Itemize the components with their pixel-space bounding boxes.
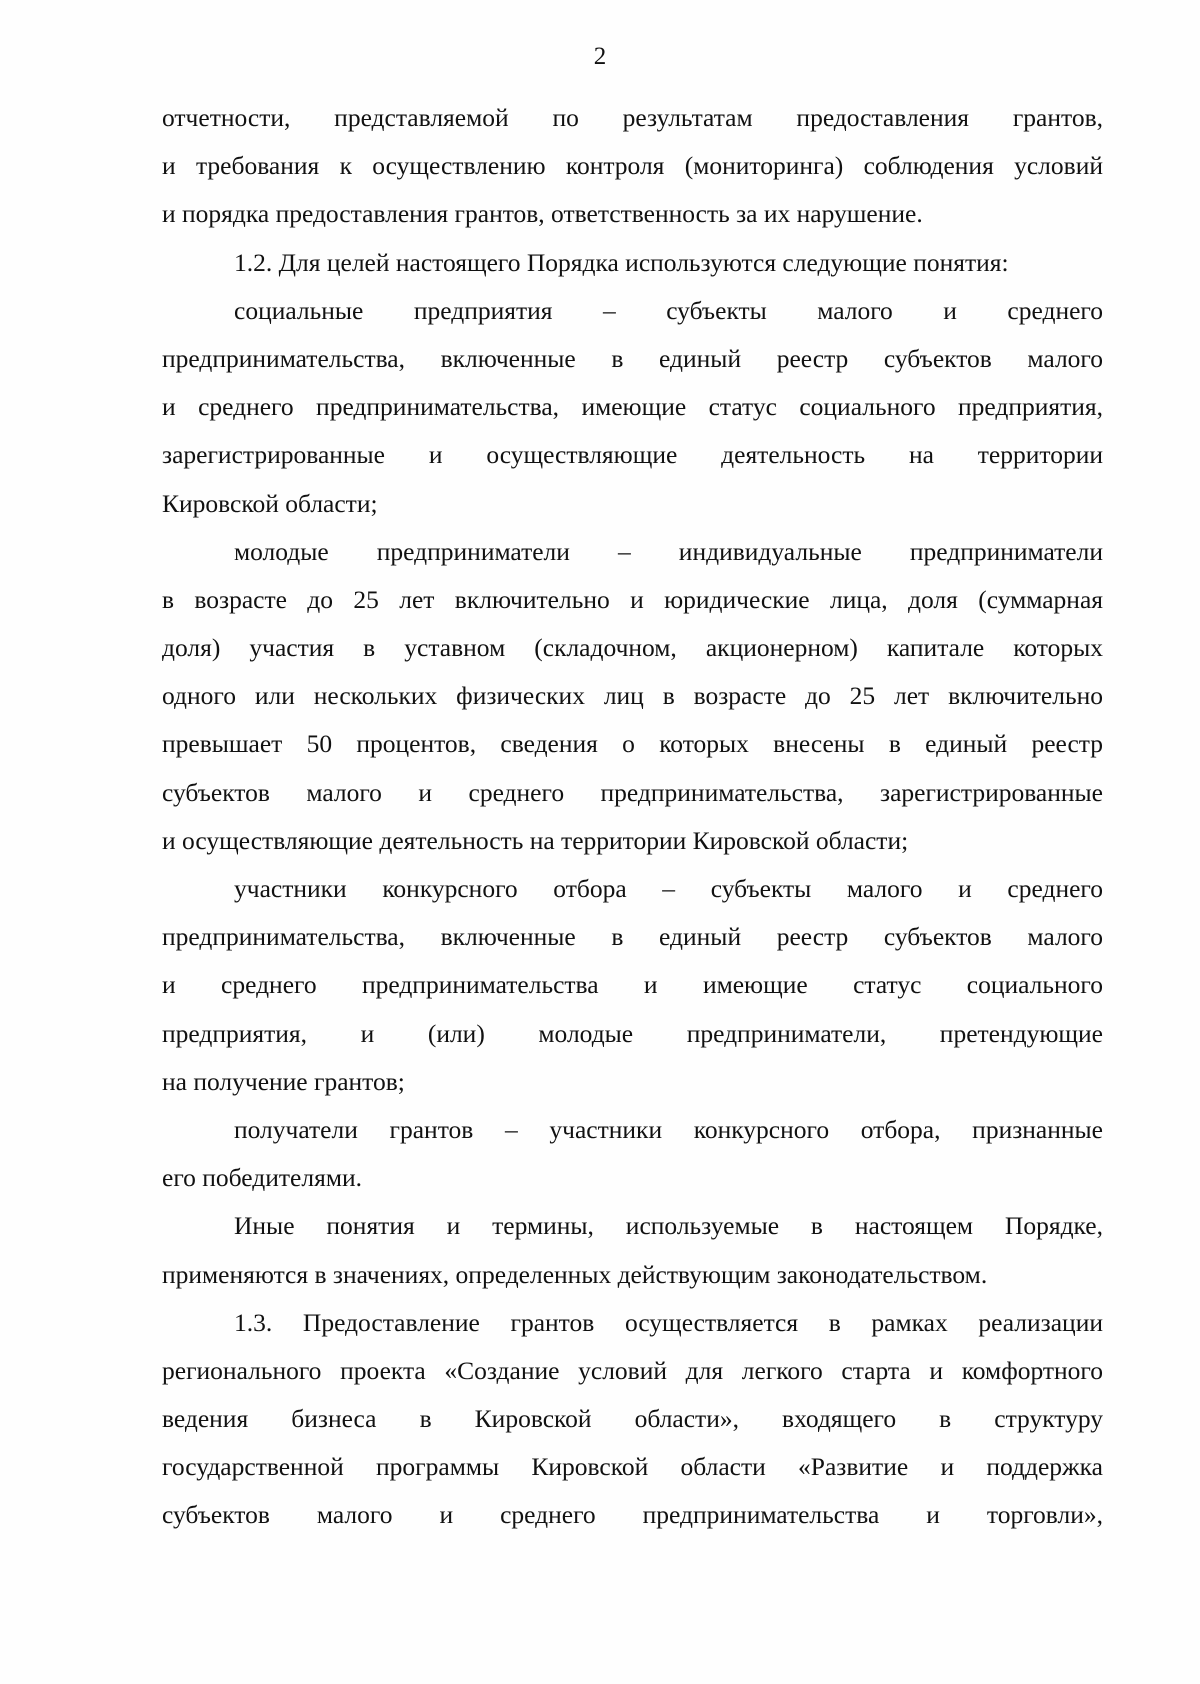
text-line: 1.2. Для целей настоящего Порядка используются следующие понятия: (234, 247, 1009, 277)
text-line: участники конкурсного отбора – субъекты малого и среднего (234, 874, 1103, 903)
text-line: и среднего предпринимательства и имеющие статус социального (162, 970, 1103, 1000)
text-line: предприятия, и (или) молодые предприниматели, претендующие (162, 1018, 1103, 1048)
text-line: на получение грантов; (162, 1066, 405, 1096)
text-line: субъектов малого и среднего предпринимательства, зарегистрированные (162, 777, 1103, 807)
text-line: Иные понятия и термины, используемые в настоящем Порядке, (234, 1211, 1103, 1241)
text-line: молодые предприниматели – индивидуальные предприниматели (234, 536, 1103, 566)
text-line: предпринимательства, включенные в единый реестр субъектов малого (162, 343, 1103, 373)
text-line: зарегистрированные и осуществляющие деятельность на территории (162, 440, 1103, 470)
text-line: применяются в значениях, определенных действующим законодательством. (162, 1259, 988, 1289)
text-line: получатели грантов – участники конкурсного отбора, признанные (234, 1114, 1103, 1144)
text-line: в возрасте до 25 лет включительно и юридические лица, доля (суммарная (162, 584, 1103, 614)
text-line: ведения бизнеса в Кировской области», входящего в структуру (162, 1404, 1103, 1434)
text-line: его победителями. (162, 1163, 362, 1193)
text-line: и требования к осуществлению контроля (мониторинга) соблюдения условий (162, 151, 1103, 181)
document-body (162, 94, 1103, 1540)
text-line: Кировской области; (162, 488, 378, 518)
text-line: 1.3. Предоставление грантов осуществляется в рамках реализации (234, 1307, 1103, 1337)
page-number: 2 (593, 43, 607, 70)
text-line: доля) участия в уставном (складочном, акционерном) капитале которых (162, 633, 1103, 663)
text-line: предпринимательства, включенные в единый реестр субъектов малого (162, 922, 1103, 952)
text-line: и порядка предоставления грантов, ответственность за их нарушение. (162, 199, 923, 229)
text-line: отчетности, представляемой по результатам предоставления грантов, (162, 103, 1103, 132)
text-line: субъектов малого и среднего предпринимательства и торговли», (162, 1500, 1103, 1530)
text-line: одного или нескольких физических лиц в возрасте до 25 лет включительно (162, 681, 1103, 711)
text-line: превышает 50 процентов, сведения о которых внесены в единый реестр (162, 729, 1103, 759)
text-line: регионального проекта «Создание условий для легкого старта и комфортного (162, 1355, 1103, 1385)
text-line: и осуществляющие деятельность на территории Кировской области; (162, 825, 909, 855)
text-line: государственной программы Кировской области «Развитие и поддержка (162, 1452, 1103, 1482)
text-line: и среднего предпринимательства, имеющие статус социального предприятия, (162, 392, 1103, 422)
text-line: социальные предприятия – субъекты малого и среднего (234, 295, 1103, 325)
